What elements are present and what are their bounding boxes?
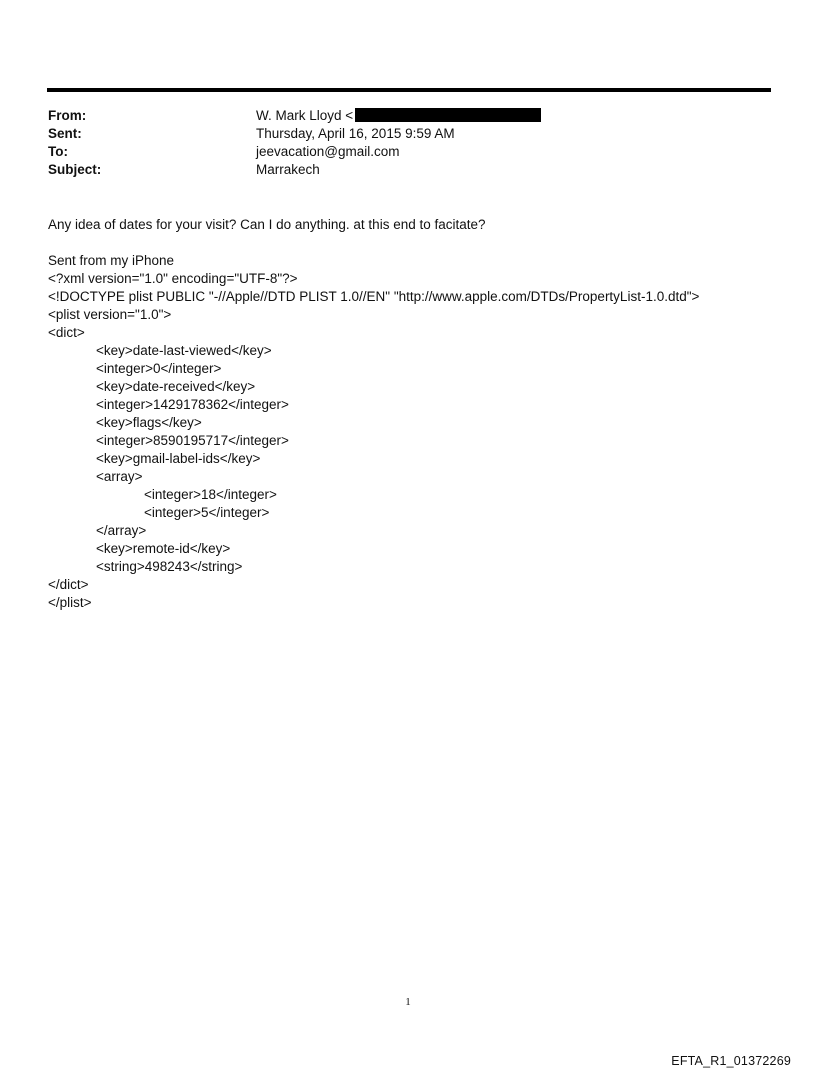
email-body xyxy=(48,216,699,612)
page-number: 1 xyxy=(405,996,411,1008)
redaction-box xyxy=(355,108,541,122)
plist-line: <integer>5</integer> xyxy=(144,505,270,520)
plist-line: <key>date-received</key> xyxy=(96,379,256,394)
plist-line: </dict> xyxy=(48,577,89,592)
plist-line: <plist version="1.0"> xyxy=(48,307,172,322)
plist-line: <integer>1429178362</integer> xyxy=(96,397,289,412)
plist-line: <integer>18</integer> xyxy=(144,487,277,502)
to-label: To: xyxy=(48,144,68,159)
plist-line: <key>date-last-viewed</key> xyxy=(96,343,272,358)
to-value: jeevacation@gmail.com xyxy=(256,144,400,159)
plist-line: <string>498243</string> xyxy=(96,559,243,574)
bates-number: EFTA_R1_01372269 xyxy=(671,1054,791,1068)
plist-line: <?xml version="1.0" encoding="UTF-8"?> xyxy=(48,271,298,286)
plist-line: <integer>0</integer> xyxy=(96,361,222,376)
plist-line: </plist> xyxy=(48,595,92,610)
sent-label: Sent: xyxy=(48,126,82,141)
plist-line: <key>remote-id</key> xyxy=(96,541,231,556)
message-text: Any idea of dates for your visit? Can I do anything. at this end to facitate? xyxy=(48,217,486,232)
from-value xyxy=(256,107,541,125)
from-sender: W. Mark Lloyd < xyxy=(256,108,354,123)
plist-line: <key>gmail-label-ids</key> xyxy=(96,451,261,466)
plist-line: </array> xyxy=(96,523,147,538)
plist-line: <!DOCTYPE plist PUBLIC "-//Apple//DTD PLIST 1.0//EN" "http://www.apple.com/DTDs/PropertyList-1.0.dtd"> xyxy=(48,289,700,304)
header-divider xyxy=(47,88,771,92)
plist-line: <key>flags</key> xyxy=(96,415,202,430)
blank-line xyxy=(48,234,699,252)
plist-line: <integer>8590195717</integer> xyxy=(96,433,289,448)
subject-label: Subject: xyxy=(48,162,102,177)
sent-value: Thursday, April 16, 2015 9:59 AM xyxy=(256,126,455,141)
subject-value: Marrakech xyxy=(256,162,320,177)
plist-line: <dict> xyxy=(48,325,85,340)
signature-text: Sent from my iPhone xyxy=(48,253,175,268)
from-label: From: xyxy=(48,108,87,123)
plist-line: <array> xyxy=(96,469,143,484)
